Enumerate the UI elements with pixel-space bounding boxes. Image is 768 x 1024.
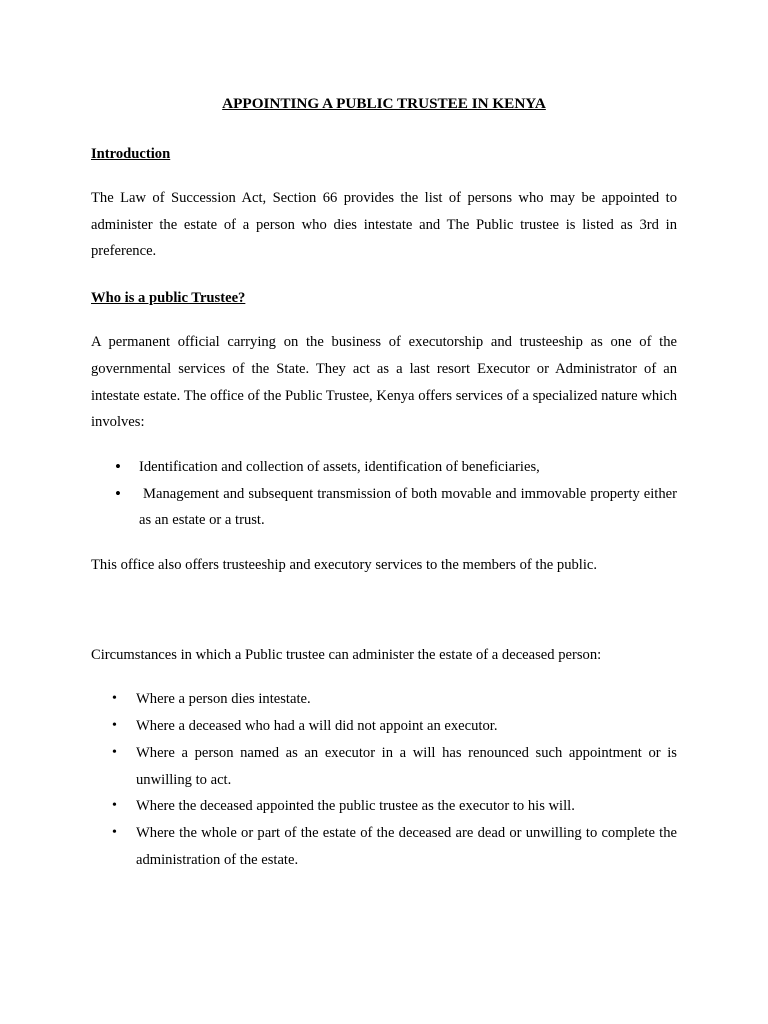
circumstances-intro: Circumstances in which a Public trustee can administer the estate of a deceased person: [91, 646, 602, 663]
list-item [91, 713, 677, 740]
bullet-icon: • [112, 798, 117, 814]
bullet-icon: • [115, 456, 121, 476]
introduction-heading: Introduction [91, 146, 171, 162]
services-list [91, 454, 681, 534]
office-paragraph: This office also offers trusteeship and executory services to the members of the public. [91, 557, 598, 574]
bullet-icon: • [112, 691, 117, 707]
circumstances-list [91, 686, 677, 873]
list-item-text: Where a person named as an executor in a will has renounced such appointment or is unwilling to act. [136, 744, 677, 788]
bullet-icon: • [112, 718, 117, 734]
list-item [91, 481, 681, 534]
list-item-text: Where a person dies intestate. [136, 691, 311, 708]
list-item-text: Where the whole or part of the estate of the deceased are dead or unwilling to complete the administration of the estate. [136, 824, 677, 868]
introduction-paragraph: The Law of Succession Act, Section 66 provides the list of persons who may be appointed to administer the estate of a person who dies intestate and The Public trustee is listed as 3rd in preference. [91, 190, 677, 260]
bullet-icon: • [112, 824, 117, 840]
who-heading: Who is a public Trustee? [91, 290, 246, 307]
list-item-text: Where the deceased appointed the public trustee as the executor to his will. [136, 798, 575, 815]
document-title: APPOINTING A PUBLIC TRUSTEE IN KENYA [222, 95, 546, 112]
list-item [91, 686, 677, 713]
list-item [91, 820, 677, 873]
list-item [91, 793, 677, 820]
bullet-icon: • [112, 744, 117, 760]
list-item-text: Identification and collection of assets, identification of beneficiaries, [139, 458, 540, 475]
list-item-text: Where a deceased who had a will did not appoint an executor. [136, 718, 498, 735]
list-item-text: Management and subsequent transmission of both movable and immovable property either as an estate or a trust. [139, 485, 681, 529]
bullet-icon: • [115, 483, 121, 503]
who-paragraph: A permanent official carrying on the business of executorship and trusteeship as one of the governmental services of the State. They act as a last resort Executor or Administrator of an intestate estate. The office of the Public Trustee, Kenya offers services of a specialized nature which involves: [91, 334, 677, 431]
list-item [91, 740, 677, 793]
document-body [91, 93, 681, 873]
list-item [91, 454, 677, 481]
